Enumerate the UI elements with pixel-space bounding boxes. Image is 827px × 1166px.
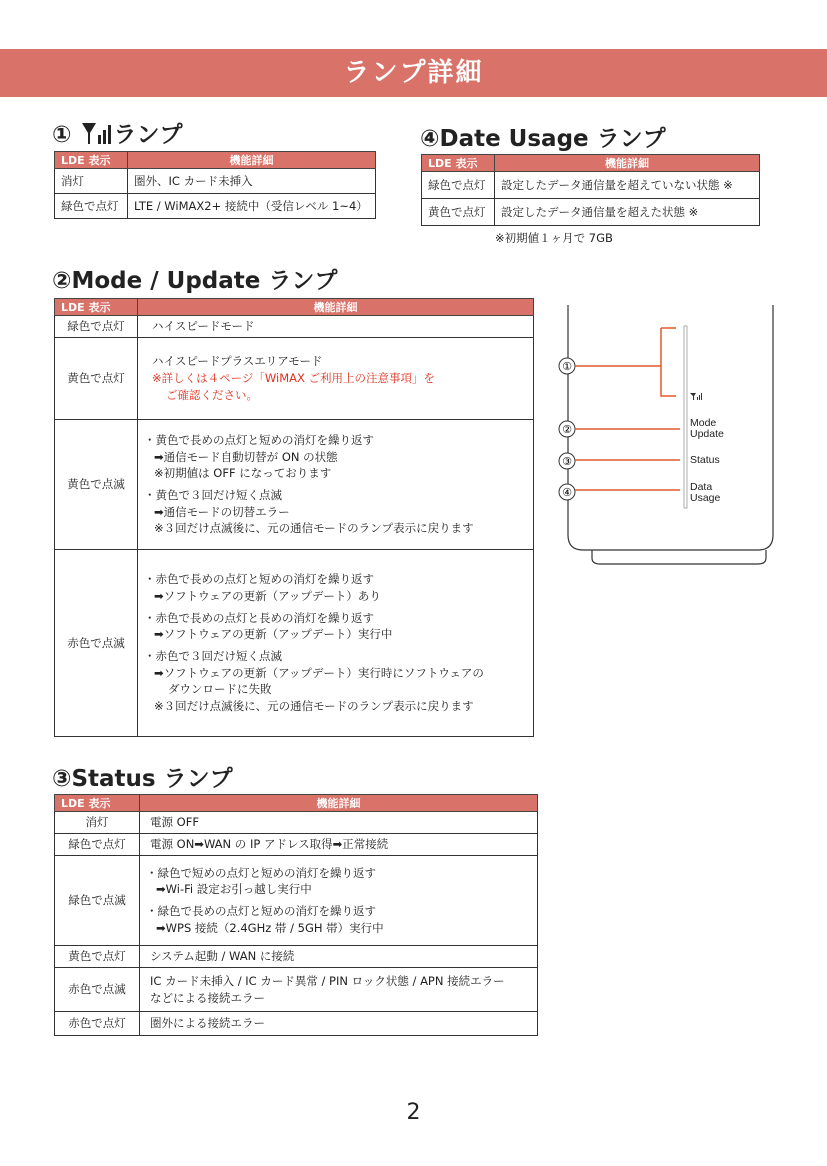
callout-2-label: ②	[562, 423, 572, 436]
row-detail: 電源 ON➡WAN の IP アドレス取得➡正常接続	[140, 834, 538, 856]
status-label: Status	[690, 454, 720, 466]
detail-line: ハイスピードプラスエリアモード	[152, 354, 323, 369]
device-outline	[568, 305, 773, 550]
row-detail	[138, 338, 534, 420]
device-base	[592, 550, 766, 564]
callout-1-label: ①	[562, 360, 572, 373]
row-label: 緑色で点灯	[55, 316, 138, 338]
table-row	[55, 946, 538, 968]
row-label: 赤色で点滅	[55, 968, 140, 1012]
device-diagram	[548, 300, 788, 570]
signal-mini-icon	[690, 393, 702, 400]
row-detail: 設定したデータ通信量を超えていない状態 ※	[495, 172, 760, 199]
table-row	[55, 194, 376, 219]
section1-title-text: ランプ	[113, 122, 183, 148]
table-row	[55, 834, 538, 856]
col-header-lde: LDE 表示	[55, 152, 128, 169]
section1-number: ①	[52, 122, 72, 148]
detail-line: などによる接続エラー	[150, 990, 265, 1005]
col-header-lde: LDE 表示	[55, 795, 140, 812]
row-label: 赤色で点滅	[55, 550, 138, 737]
table-row	[55, 812, 538, 834]
section3-title: ③Status ランプ	[52, 766, 233, 792]
row-label: 黄色で点灯	[55, 338, 138, 420]
col-header-detail: 機能詳細	[140, 795, 538, 812]
section3-table	[54, 794, 538, 1036]
detail-note-red: ご確認ください。	[166, 387, 258, 402]
detail-line: ➡ソフトウェアの更新（アップデート）あり	[154, 588, 381, 603]
col-header-lde: LDE 表示	[55, 299, 138, 316]
detail-line: ➡通信モードの切替エラー	[154, 504, 290, 519]
row-label: 緑色で点灯	[55, 834, 140, 856]
detail-line: ・赤色で長めの点灯と短めの消灯を繰り返す	[144, 572, 374, 587]
section1-table	[54, 151, 376, 219]
detail-line: ・緑色で短めの点灯と短めの消灯を繰り返す	[146, 865, 376, 880]
row-label: 黄色で点灯	[55, 946, 140, 968]
detail-line: ・赤色で長めの点灯と長めの消灯を繰り返す	[144, 610, 374, 625]
row-detail: 圏外、IC カード未挿入	[128, 169, 376, 194]
row-detail	[140, 968, 538, 1012]
lamp-strip	[684, 326, 687, 508]
section2-table	[54, 298, 534, 737]
detail-line: ※初期値は OFF になっております	[154, 466, 332, 481]
table-row	[55, 856, 538, 946]
section4-title: ④Date Usage ランプ	[420, 126, 666, 152]
col-header-detail: 機能詳細	[495, 155, 760, 172]
row-label: 黄色で点灯	[422, 199, 495, 226]
table-row	[55, 316, 534, 338]
signal-icon	[80, 122, 114, 148]
section1-title	[52, 116, 183, 149]
detail-line: ・黄色で３回だけ短く点滅	[144, 488, 282, 502]
row-label: 緑色で点灯	[55, 194, 128, 219]
detail-line: ➡WPS 接続（2.4GHz 帯 / 5GH 帯）実行中	[156, 920, 384, 935]
row-detail: 電源 OFF	[140, 812, 538, 834]
section2-title: ②Mode / Update ランプ	[52, 268, 338, 294]
row-label: 赤色で点灯	[55, 1012, 140, 1036]
row-detail: 圏外による接続エラー	[140, 1012, 538, 1036]
section4-note: ※初期値１ヶ月で 7GB	[495, 231, 613, 245]
detail-line: ➡通信モード自動切替が ON の状態	[154, 449, 338, 464]
table-row	[55, 338, 534, 420]
row-label: 緑色で点灯	[422, 172, 495, 199]
row-detail: ハイスピードモード	[138, 316, 534, 338]
page-number: 2	[406, 1100, 421, 1125]
col-header-detail: 機能詳細	[128, 152, 376, 169]
table-row	[422, 172, 760, 199]
detail-line: ※３回だけ点滅後に、元の通信モードのランプ表示に戻ります	[154, 699, 474, 714]
detail-line: ・赤色で３回だけ短く点滅	[144, 649, 282, 663]
detail-line: ・黄色で長めの点灯と短めの消灯を繰り返す	[144, 432, 374, 447]
update-label: Update	[690, 428, 724, 440]
row-label: 消灯	[55, 169, 128, 194]
detail-line: ダウンロードに失敗	[168, 682, 272, 697]
row-detail	[138, 420, 534, 550]
row-label: 消灯	[55, 812, 140, 834]
row-detail: 設定したデータ通信量を超えた状態 ※	[495, 199, 760, 226]
detail-line: ➡ソフトウェアの更新（アップデート）実行中	[154, 627, 393, 642]
mode-label: Mode	[690, 417, 717, 429]
page-title-banner: ランプ詳細	[0, 49, 827, 97]
row-label: 黄色で点滅	[55, 420, 138, 550]
callout-1-line	[575, 328, 676, 396]
row-detail	[138, 550, 534, 737]
detail-line: ・緑色で長めの点灯と短めの消灯を繰り返す	[146, 904, 376, 918]
usage-label: Usage	[690, 492, 721, 504]
row-detail	[140, 856, 538, 946]
table-row	[55, 169, 376, 194]
detail-line: IC カード未挿入 / IC カード異常 / PIN ロック状態 / APN 接続エラー	[150, 973, 505, 988]
callout-4-label: ④	[562, 486, 572, 499]
table-row	[55, 968, 538, 1012]
col-header-detail: 機能詳細	[138, 299, 534, 316]
section4-table	[421, 154, 760, 226]
table-row	[55, 420, 534, 550]
row-detail: システム起動 / WAN に接続	[140, 946, 538, 968]
data-label: Data	[690, 481, 713, 493]
row-label: 緑色で点滅	[55, 856, 140, 946]
callout-3-label: ③	[562, 455, 572, 468]
table-row	[55, 1012, 538, 1036]
table-row	[422, 199, 760, 226]
detail-line: ※３回だけ点滅後に、元の通信モードのランプ表示に戻ります	[154, 521, 474, 536]
row-detail: LTE / WiMAX2+ 接続中（受信レベル 1~4）	[128, 194, 376, 219]
detail-line: ➡Wi-Fi 設定お引っ越し実行中	[156, 882, 312, 897]
detail-note-red: ※詳しくは４ページ「WiMAX ご利用上の注意事項」を	[152, 371, 436, 386]
detail-line: ➡ソフトウェアの更新（アップデート）実行時にソフトウェアの	[154, 665, 484, 680]
col-header-lde: LDE 表示	[422, 155, 495, 172]
table-row	[55, 550, 534, 737]
